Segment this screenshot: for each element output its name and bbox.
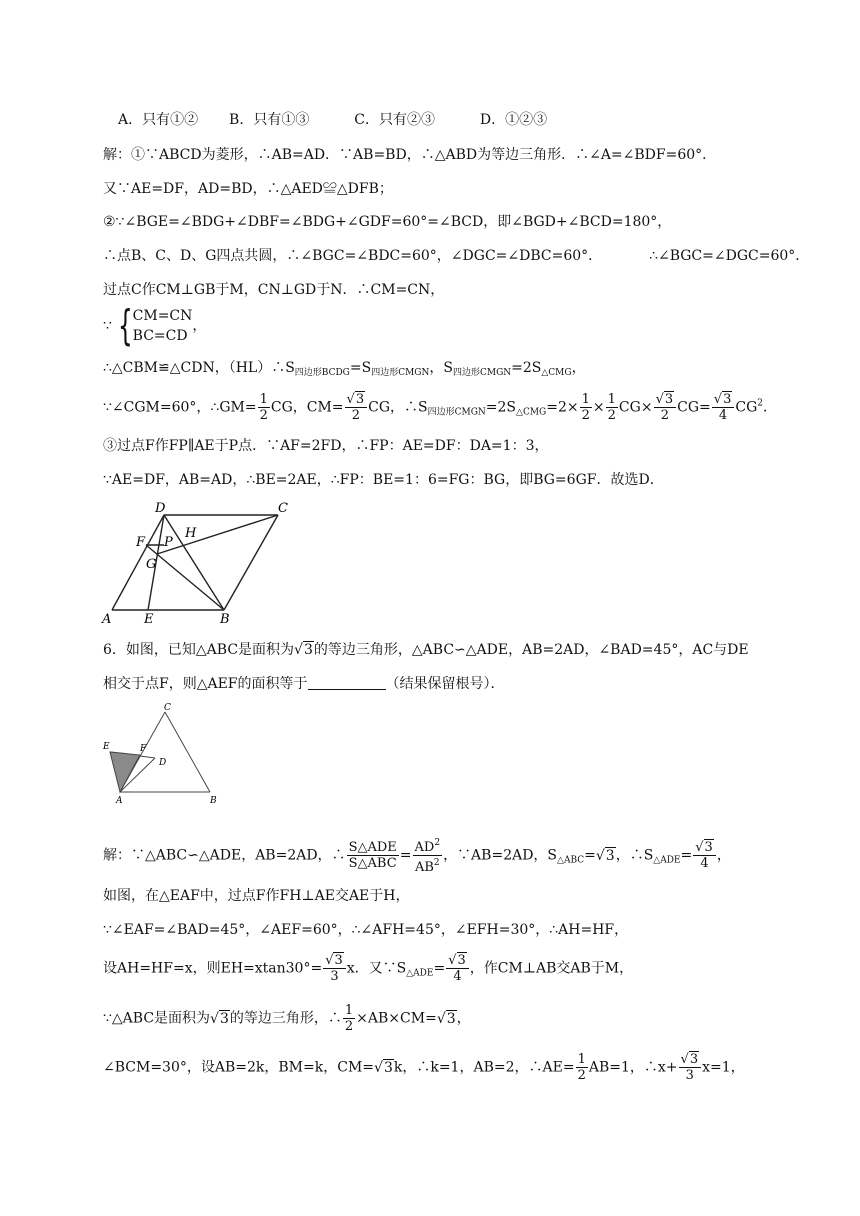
denominator: 4 [718, 408, 728, 423]
solution-line-9: ③过点F作FP∥AE于P点．∵AF=2FD，∴FP：AE=DF：DA=1：3， [103, 438, 549, 454]
solution-line-8 [103, 392, 777, 423]
text-seg: = [584, 847, 596, 864]
numerator: √3 [323, 953, 346, 969]
text-seg: × [592, 399, 605, 416]
text-seg: =S [349, 360, 372, 376]
question-6-line-1 [103, 640, 749, 660]
denominator: 2 [581, 408, 590, 423]
text-seg: ，S [429, 360, 453, 376]
text-seg: = [680, 847, 693, 864]
text-seg: ×AB×CM= [356, 1010, 437, 1027]
numerator: 1 [607, 392, 616, 407]
solution-line-7 [103, 358, 586, 383]
option-a: A．只有①② [118, 112, 199, 128]
rhombus-figure [98, 500, 298, 630]
subscript: 四边形CMGN [371, 368, 430, 378]
fraction [712, 392, 735, 423]
edge-bc [165, 712, 210, 792]
text-seg: ∵△ABC是面积为 [103, 1010, 211, 1027]
subscript: △ADE [653, 855, 681, 866]
numerator: 1 [577, 1052, 586, 1067]
text-seg: ，∵AB=2AD，S [443, 847, 558, 864]
subscript: △CMG [516, 407, 547, 418]
fraction [654, 392, 677, 423]
text-seg: x．又∵S [346, 960, 407, 977]
text-seg: CG× [618, 399, 653, 416]
numerator: √3 [446, 953, 469, 969]
option-b: B．只有①③ [229, 112, 310, 128]
question-6-line-2 [103, 674, 505, 694]
option-c: C．只有②③ [354, 112, 435, 128]
solution-line-1: 解：①∵ABCD为菱形，∴AB=AD．∵AB=BD，∴△ABD为等边三角形．∴∠A=∠BDF=60°． [103, 147, 717, 163]
text-seg: ， [456, 1010, 471, 1027]
text-seg: 解：∵△ABC∽△ADE，AB=2AD，∴ [103, 847, 346, 864]
label-a: A [116, 796, 123, 806]
text-seg: 的等边三角形，∴ [229, 1010, 342, 1027]
fraction [323, 953, 346, 984]
radicand: 3 [664, 392, 674, 407]
text-seg: =2× [546, 399, 579, 416]
radicand: 3 [457, 953, 466, 968]
denominator: 2 [607, 408, 616, 423]
fraction [343, 1003, 355, 1034]
solution-6-line-6 [103, 1052, 745, 1083]
solution-line-4b: ∴∠BGC=∠DGC=60°． [649, 248, 810, 264]
denominator: 3 [330, 969, 339, 984]
text-seg: 6．如图，已知△ABC是面积为 [103, 642, 295, 658]
denominator: 2 [344, 1019, 354, 1034]
text-seg: = [399, 847, 412, 864]
radicand: 3 [355, 392, 365, 407]
text-seg: ，作CM⊥AB交AB于M， [469, 960, 634, 977]
numerator: √3 [693, 840, 716, 856]
option-d: D．①②③ [479, 112, 548, 128]
numerator: 1 [259, 392, 268, 407]
radicand: 3 [723, 392, 732, 407]
solution-6-line-5 [103, 1003, 471, 1034]
text-seg: ，∴S [615, 847, 654, 864]
radicand: 3 [446, 1010, 456, 1027]
label-d: D [159, 758, 167, 768]
text-seg: ∠BCM=30°，设AB=2k，BM=k，CM= [103, 1059, 375, 1076]
subscript: △ADE [406, 968, 434, 979]
text-seg: =2S [485, 399, 517, 416]
label-c: C [278, 501, 288, 516]
answer-options [118, 110, 547, 130]
sqrt: √3 [436, 1010, 456, 1027]
fraction [258, 392, 270, 423]
fraction [446, 953, 469, 984]
text-seg: =2S [511, 360, 542, 376]
system-eq-1: CM=CN [132, 308, 193, 324]
text-seg: ∴△CBM≌△CDN，（HL）∴S [103, 360, 295, 376]
fraction [693, 840, 716, 871]
solution-line-3: ②∵∠BGE=∠BDG+∠DBF=∠BDG+∠GDF=60°=∠BCD，即∠BGD+∠BCD=180°， [103, 214, 672, 230]
sqrt: √3 [595, 847, 615, 864]
label-b: B [210, 796, 217, 806]
superscript: 2 [757, 398, 763, 409]
subscript: 四边形CMGN [427, 407, 486, 418]
superscript: 2 [433, 858, 440, 868]
solution-line-4 [103, 246, 809, 266]
solution-line-5: 过点C作CM⊥GB于M，CN⊥GD于N．∴CM=CN， [103, 282, 445, 298]
denominator: 4 [453, 969, 462, 984]
system-eq-2: BC=CD [132, 328, 188, 344]
text-seg: AB=1，∴x+ [588, 1059, 678, 1076]
label-c: C [164, 703, 171, 713]
text-seg: k，∴k=1，AB=2，∴AE= [393, 1059, 575, 1076]
text-seg: ， [716, 847, 731, 864]
denominator: 2 [660, 408, 669, 423]
label-b: B [220, 612, 230, 627]
text-seg: 相交于点F，则△AEF的面积等于 [103, 676, 308, 692]
fraction [576, 1052, 588, 1083]
text-seg: 设AH=HF=x，则EH=xtan30°= [103, 960, 323, 977]
text-seg: CG，∴S [368, 399, 428, 416]
solution-6-line-2: 如图，在△EAF中，过点F作FH⊥AE交AE于H， [103, 888, 410, 904]
denominator: 3 [685, 1068, 694, 1083]
label-f: F [140, 744, 147, 754]
subscript: △CMG [541, 368, 572, 378]
fraction [580, 392, 592, 423]
solution-6-line-4 [103, 953, 633, 984]
radicand: 3 [605, 847, 615, 864]
numerator: 1 [344, 1003, 354, 1018]
label-e: E [144, 612, 154, 627]
denominator: 2 [351, 408, 360, 423]
denominator [413, 856, 442, 875]
shaded-triangle-aef [110, 752, 140, 792]
solution-6-line-3: ∵∠EAF=∠BAD=45°，∠AEF=60°，∴∠AFH=45°，∠EFH=30°，∴AH=HF， [103, 922, 629, 938]
sqrt: √3 [374, 1059, 393, 1076]
radicand: 3 [383, 1059, 393, 1076]
text-seg: （结果保留根号）． [385, 676, 505, 692]
solution-line-2: 又∵AE=DF，AD=BD，∴△AED≌△DFB； [103, 181, 393, 197]
radicand: 3 [334, 953, 343, 968]
denominator: S△ABC [348, 856, 397, 871]
solution-line-10: ∵AE=DF，AB=AD，∴BE=2AE，∴FP：BE=1：6=FG：BG，即BG=6GF．故选D． [103, 472, 664, 488]
text-seg: AB [414, 860, 434, 875]
label-d: D [155, 501, 166, 516]
triangle-figure [100, 700, 230, 810]
subscript: △ABC [557, 855, 585, 866]
fraction [347, 840, 399, 871]
radicand: 3 [219, 1010, 229, 1027]
since-symbol: ∵ [103, 318, 112, 334]
numerator: √3 [679, 1052, 702, 1068]
label-a: A [102, 612, 112, 627]
denominator: 2 [577, 1068, 586, 1083]
denominator: 2 [259, 408, 268, 423]
fraction [606, 392, 618, 423]
denominator: 4 [700, 856, 709, 871]
fraction [413, 836, 443, 875]
text-seg: AD [414, 840, 435, 855]
numerator: √3 [712, 392, 735, 408]
fraction [345, 392, 368, 423]
solution-6-line-1 [103, 836, 731, 875]
label-f: F [136, 535, 146, 550]
solution-line-4a: ∴点B、C、D、G四点共圆，∴∠BGC=∠BDC=60°，∠DGC=∠DBC=60°． [103, 248, 603, 264]
sqrt: √3 [210, 1010, 229, 1027]
superscript: 2 [434, 838, 441, 848]
text-seg: ， [571, 360, 586, 376]
radicand: 3 [689, 1052, 699, 1067]
answer-blank[interactable] [308, 675, 386, 690]
label-g: G [146, 557, 157, 572]
label-e: E [103, 742, 110, 752]
subscript: 四边形CMGN [452, 368, 512, 378]
text-seg: CG [735, 399, 758, 416]
equation-system [103, 301, 207, 350]
radicand: 3 [303, 642, 313, 658]
sqrt: √3 [294, 642, 313, 658]
text-seg: ． [763, 399, 777, 416]
text-seg: CG= [677, 399, 711, 416]
numerator [413, 836, 443, 856]
label-h: H [185, 526, 197, 541]
fraction [679, 1052, 702, 1083]
numerator: √3 [654, 392, 677, 408]
subscript: 四边形BCDG [294, 368, 350, 378]
brace-icon: { [117, 301, 133, 350]
radicand: 3 [704, 840, 713, 855]
text-seg: ∵∠CGM=60°，∴GM= [103, 399, 257, 416]
label-p: P [164, 535, 173, 550]
text-seg: 的等边三角形，△ABC∽△ADE，AB=2AD，∠BAD=45°，AC与DE [313, 642, 749, 658]
system-end: ， [192, 318, 207, 334]
numerator: √3 [345, 392, 368, 408]
numerator: 1 [581, 392, 590, 407]
numerator: S△ADE [348, 840, 397, 855]
text-seg: = [433, 960, 446, 977]
text-seg: x=1， [702, 1059, 745, 1076]
text-seg: CG，CM= [270, 399, 344, 416]
